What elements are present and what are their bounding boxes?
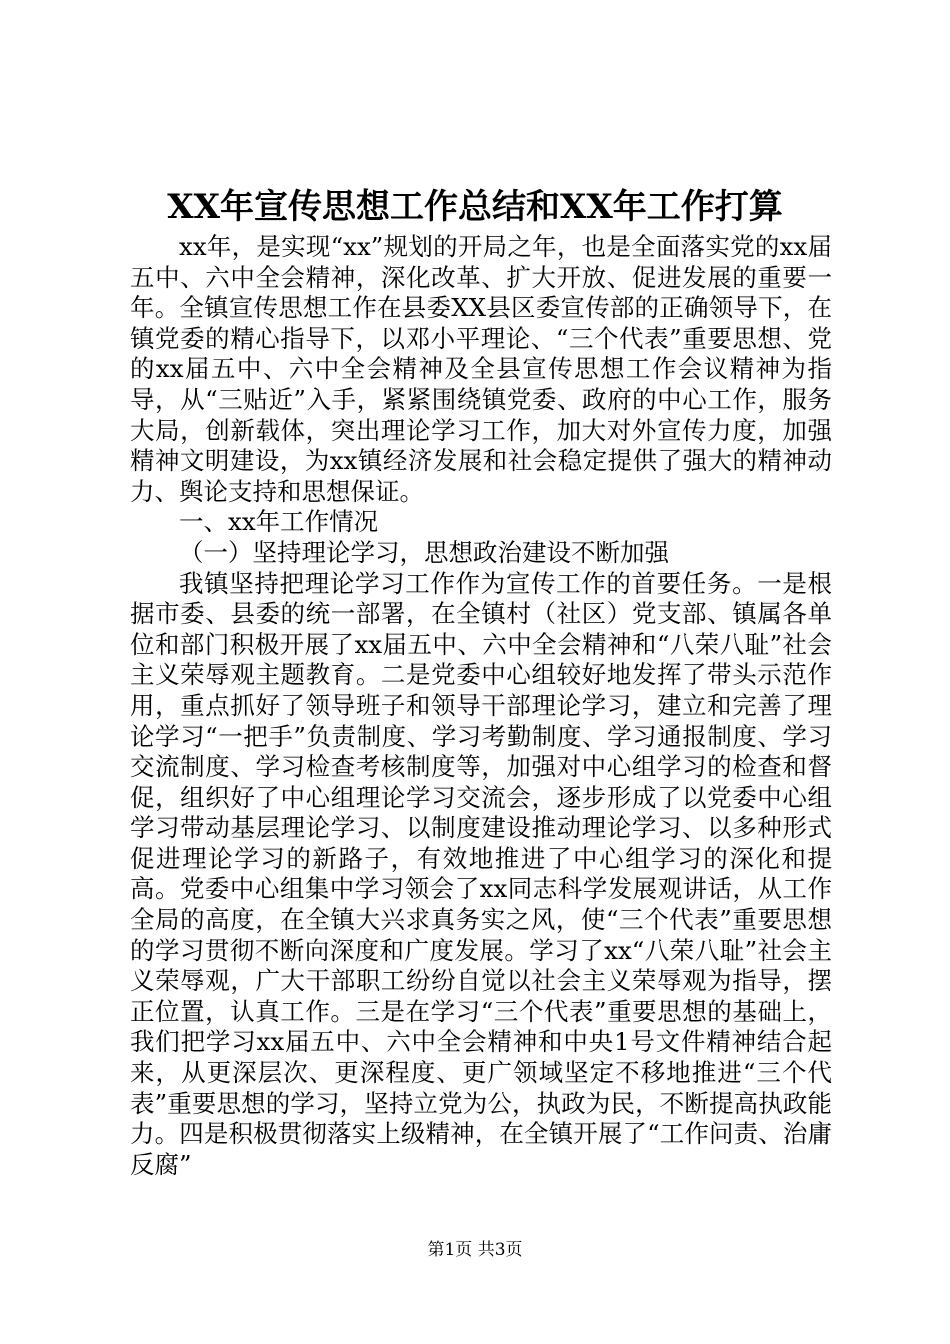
document-body: [130, 232, 832, 1180]
document-title: XX年宣传思想工作总结和XX年工作打算: [167, 187, 783, 227]
subsection-heading: （一）坚持理论学习，思想政治建设不断加强: [179, 537, 669, 567]
section-heading: 一、xx年工作情况: [179, 507, 379, 537]
intro-paragraph: xx年，是实现“xx”规划的开局之年，也是全面落实党的xx届五中、六中全会精神，深化改革、扩大开放、促进发展的重要一年。全镇宣传思想工作在县委XX县区委宣传部的正确领导下，在镇党委的精心指导下，以邓小平理论、“三个代表”重要思想、党的xx届五中、六中全会精神及全县宣传思想工作会议精神为指导，从“三贴近”入手，紧紧围绕镇党委、政府的中心工作，服务大局，创新载体，突出理论学习工作，加大对外宣传力度，加强精神文明建设，为xx镇经济发展和社会稳定提供了强大的精神动力、舆论支持和思想保证。: [130, 232, 832, 506]
page-footer: 第1页 共3页: [427, 1240, 523, 1260]
body-paragraph: 我镇坚持把理论学习工作作为宣传工作的首要任务。一是根据市委、县委的统一部署，在全镇村（社区）党支部、镇属各单位和部门积极开展了xx届五中、六中全会精神和“八荣八耻”社会主义荣辱观主题教育。二是党委中心组较好地发挥了带头示范作用，重点抓好了领导班子和领导干部理论学习，建立和完善了理论学习“一把手”负责制度、学习考勤制度、学习通报制度、学习交流制度、学习检查考核制度等，加强对中心组学习的检查和督促，组织好了中心组理论学习交流会，逐步形成了以党委中心组学习带动基层理论学习、以制度建设推动理论学习、以多种形式促进理论学习的新路子，有效地推进了中心组学习的深化和提高。党委中心组集中学习领会了xx同志科学发展观讲话，从工作全局的高度，在全镇大兴求真务实之风，使“三个代表”重要思想的学习贯彻不断向深度和广度发展。学习了xx“八荣八耻”社会主义荣辱观，广大干部职工纷纷自觉以社会主义荣辱观为指导，摆正位置，认真工作。三是在学习“三个代表”重要思想的基础上，我们把学习xx届五中、六中全会精神和中央1号文件精神结合起来，从更深层次、更深程度、更广领域坚定不移地推进“三个代表”重要思想的学习，坚持立党为公，执政为民，不断提高执政能力。四是积极贯彻落实上级精神，在全镇开展了“工作问责、治庸反腐”: [130, 568, 832, 1179]
